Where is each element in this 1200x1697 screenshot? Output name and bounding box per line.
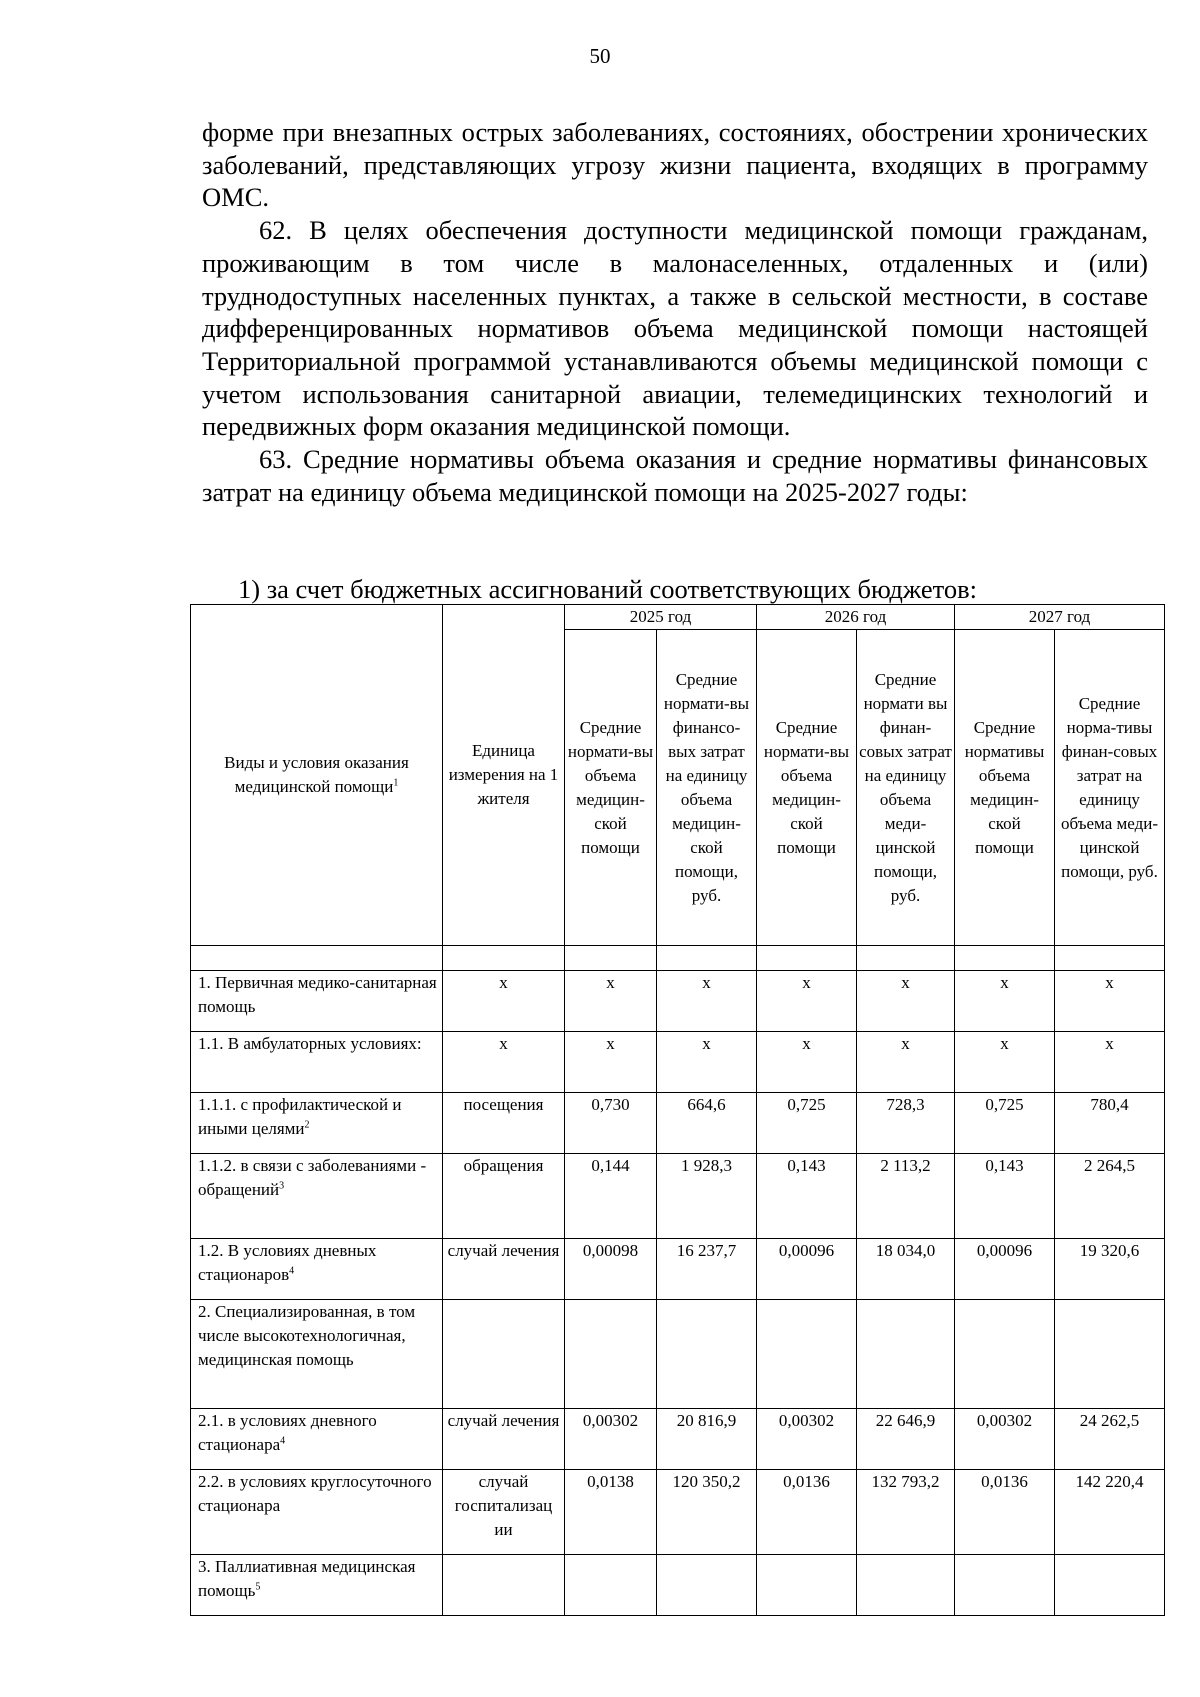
table-row [191,1300,1165,1409]
body-text [202,116,1148,508]
cell-cost-2026: 728,3 [857,1093,955,1154]
row-unit: х [443,971,565,1032]
cell-volume-2025: 0,00098 [565,1239,657,1300]
cell-volume-2027 [955,1555,1055,1616]
cell-cost-2025: 120 350,2 [657,1470,757,1555]
cell-volume-2027: 0,00096 [955,1239,1055,1300]
header-type-of-care: Виды и условия оказания медицинской помощи$^1$ [191,605,443,946]
row-unit: случай лечения [443,1239,565,1300]
row-name: 1.1.1. с профилактической и иными целями$^2$ [191,1093,443,1154]
cell-volume-2027: 0,143 [955,1154,1055,1239]
row-unit: посещения [443,1093,565,1154]
cell-cost-2025: 16 237,7 [657,1239,757,1300]
table-spacer-row [191,946,1165,971]
cell-volume-2026: 0,143 [757,1154,857,1239]
row-name: 2.2. в условиях круглосуточного стационара [191,1470,443,1555]
cell-volume-2026 [757,1300,857,1409]
cell-cost-2027: х [1055,1032,1165,1093]
cell-volume-2026: х [757,1032,857,1093]
cell-volume-2027: 0,0136 [955,1470,1055,1555]
row-name: 1.2. В условиях дневных стационаров$^4$ [191,1239,443,1300]
table-subheading: 1) за счет бюджетных ассигнований соответствующих бюджетов: [238,574,977,604]
cell-volume-2026: 0,00302 [757,1409,857,1470]
row-unit: случай госпитализац ии [443,1470,565,1555]
cell-cost-2027: 19 320,6 [1055,1239,1165,1300]
cell-volume-2025: 0,0138 [565,1470,657,1555]
cell-cost-2026: 18 034,0 [857,1239,955,1300]
cell-cost-2025: 1 928,3 [657,1154,757,1239]
cell-cost-2025: 664,6 [657,1093,757,1154]
cell-volume-2025 [565,1555,657,1616]
cell-cost-2027: 2 264,5 [1055,1154,1165,1239]
cell-cost-2026: 2 113,2 [857,1154,955,1239]
table-row [191,1470,1165,1555]
cell-volume-2027: 0,725 [955,1093,1055,1154]
cell-volume-2026: 0,00096 [757,1239,857,1300]
cell-cost-2027 [1055,1300,1165,1409]
cell-cost-2026 [857,1300,955,1409]
header-volume-2026: Средние нормати-вы объема медицин-ской помощи [757,630,857,946]
row-name: 3. Паллиативная медицинская помощь$^5$ [191,1555,443,1616]
paragraph-continuation: форме при внезапных острых заболеваниях, состояниях, обострении хронических заболеваний, представляющих угрозу жизни пациента, входящих в программу ОМС. [202,117,1148,213]
table-row [191,1154,1165,1239]
cell-volume-2025: 0,00302 [565,1409,657,1470]
table-row [191,1239,1165,1300]
cell-cost-2026: х [857,971,955,1032]
cell-cost-2025: 20 816,9 [657,1409,757,1470]
row-unit: х [443,1032,565,1093]
norms-table [190,604,1165,1616]
header-cost-2026: Средние нормати вы финан-совых затрат на единицу объема меди-цинской помощи, руб. [857,630,955,946]
header-cost-2027: Средние норма-тивы финан-совых затрат на единицу объема меди-цинской помощи, руб. [1055,630,1165,946]
header-year-2026: 2026 год [757,605,955,630]
header-unit: Единица измерения на 1 жителя [443,605,565,946]
cell-cost-2027: 142 220,4 [1055,1470,1165,1555]
header-cost-2025: Средние нормати-вы финансо-вых затрат на единицу объема медицин-ской помощи, руб. [657,630,757,946]
cell-volume-2025: х [565,971,657,1032]
cell-cost-2025 [657,1300,757,1409]
cell-volume-2025: 0,144 [565,1154,657,1239]
table-row [191,1409,1165,1470]
cell-cost-2025 [657,1555,757,1616]
table-row [191,971,1165,1032]
row-name: 1. Первичная медико-санитарная помощь [191,971,443,1032]
cell-cost-2025: х [657,1032,757,1093]
cell-volume-2025: 0,730 [565,1093,657,1154]
cell-cost-2026 [857,1555,955,1616]
cell-volume-2025 [565,1300,657,1409]
row-unit [443,1555,565,1616]
cell-volume-2025: х [565,1032,657,1093]
cell-cost-2027: 780,4 [1055,1093,1165,1154]
cell-volume-2027: х [955,1032,1055,1093]
paragraph-63: 63. Средние нормативы объема оказания и средние нормативы финансовых затрат на единицу объема медицинской помощи на 2025-2027 годы: [202,444,1148,507]
row-unit: случай лечения [443,1409,565,1470]
row-name: 2.1. в условиях дневного стационара$^4$ [191,1409,443,1470]
table-row [191,1555,1165,1616]
cell-volume-2027: х [955,971,1055,1032]
cell-volume-2026 [757,1555,857,1616]
header-volume-2025: Средние нормати-вы объема медицин-ской помощи [565,630,657,946]
cell-cost-2026: 22 646,9 [857,1409,955,1470]
cell-volume-2026: х [757,971,857,1032]
cell-volume-2026: 0,725 [757,1093,857,1154]
table-row [191,1093,1165,1154]
page-number: 50 [589,44,611,68]
cell-volume-2027 [955,1300,1055,1409]
row-name: 2. Специализированная, в том числе высокотехнологичная, медицинская помощь [191,1300,443,1409]
table-row [191,1032,1165,1093]
cell-cost-2026: 132 793,2 [857,1470,955,1555]
cell-volume-2026: 0,0136 [757,1470,857,1555]
header-volume-2027: Средние нормативы объема медицин-ской помощи [955,630,1055,946]
row-name: 1.1.2. в связи с заболеваниями - обращений$^3$ [191,1154,443,1239]
row-name: 1.1. В амбулаторных условиях: [191,1032,443,1093]
header-year-2025: 2025 год [565,605,757,630]
paragraph-62: 62. В целях обеспечения доступности медицинской помощи гражданам, проживающим в том числе в малонаселенных, отдаленных и (или) труднодоступных населенных пунктах, а также в сельской местности, в составе дифференцированных нормативов объема медицинской помощи настоящей Территориальной программой устанавливаются объемы медицинской помощи с учетом использования санитарной авиации, телемедицинских технологий и передвижных форм оказания медицинской помощи. [202,215,1148,442]
row-unit: обращения [443,1154,565,1239]
cell-cost-2026: х [857,1032,955,1093]
cell-cost-2027 [1055,1555,1165,1616]
cell-volume-2027: 0,00302 [955,1409,1055,1470]
row-unit [443,1300,565,1409]
cell-cost-2027: х [1055,971,1165,1032]
cell-cost-2027: 24 262,5 [1055,1409,1165,1470]
cell-cost-2025: х [657,971,757,1032]
header-year-2027: 2027 год [955,605,1165,630]
